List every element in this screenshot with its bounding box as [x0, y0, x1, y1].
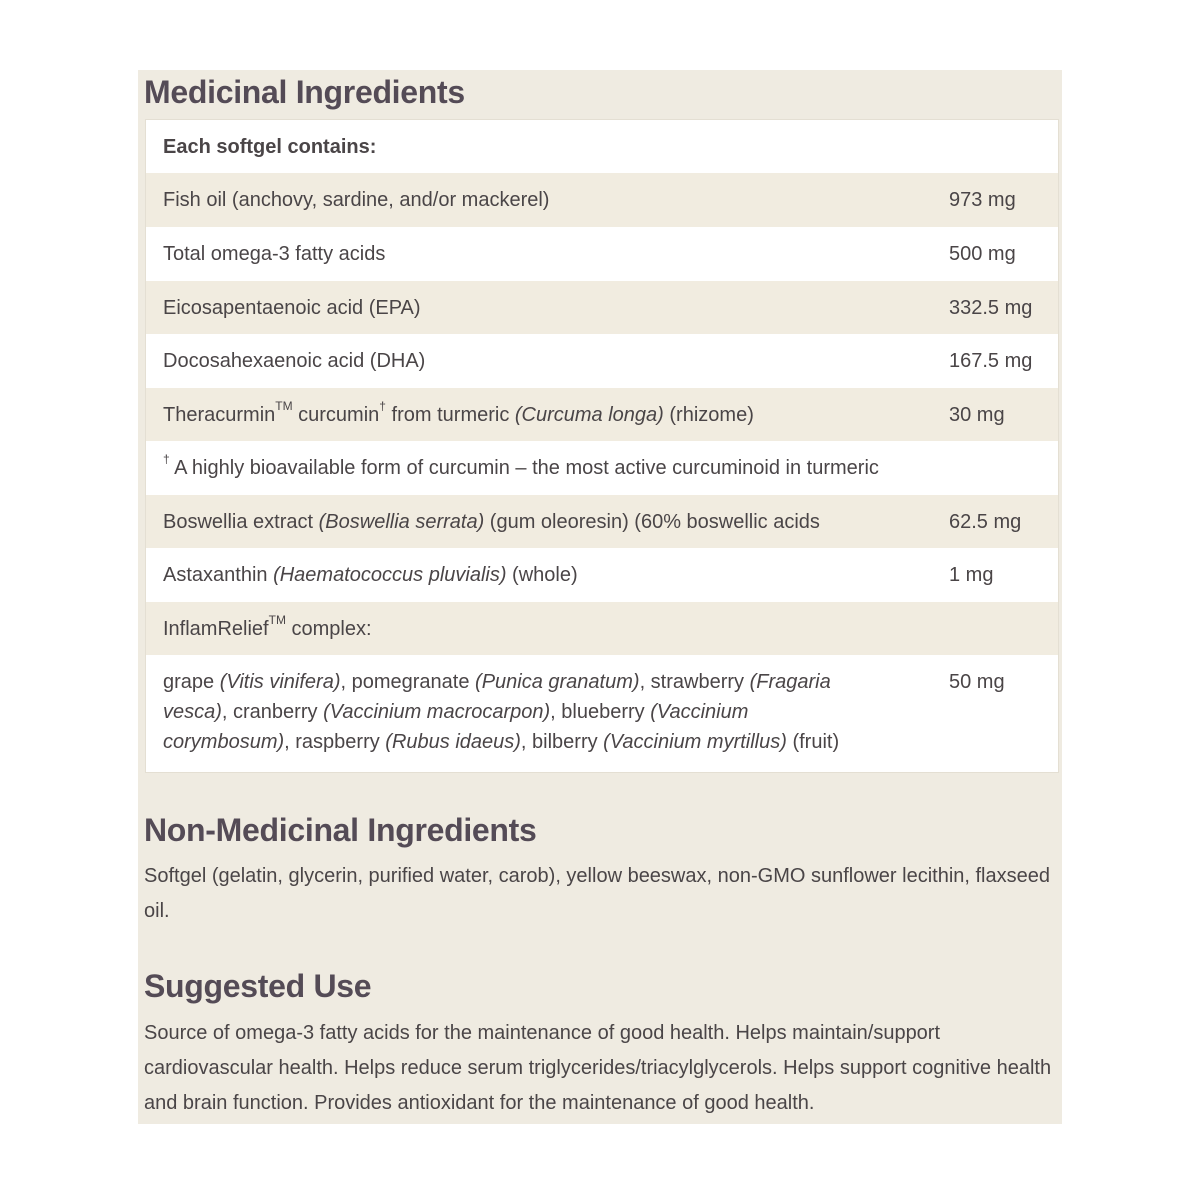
table-row-intro [146, 120, 1058, 173]
label-panel [138, 70, 1062, 1124]
ingredient-amount: 62.5 mg [949, 511, 1022, 533]
medicinal-heading: Medicinal Ingredients [144, 74, 465, 110]
ingredient-name: Theracurmin™ curcumin† from turmeric (Curcuma longa) (rhizome) [163, 399, 754, 426]
ingredient-amount: 332.5 mg [949, 297, 1033, 319]
ingredient-name: Astaxanthin (Haematococcus pluvialis) (whole) [163, 564, 578, 586]
table-row [146, 334, 1058, 388]
table-row [146, 655, 1058, 772]
suggested-use-text: Source of omega-3 fatty acids for the maintenance of good health. Helps maintain/support cardiovascular health. Helps reduce serum triglycerides/triacylglycerols. Helps support cognitive health and brain function. Provides antioxidant for the maintenance of good health. [144, 1022, 1052, 1114]
ingredient-amount: 1 mg [949, 564, 994, 586]
non-medicinal-text: Softgel (gelatin, glycerin, purified water, carob), yellow beeswax, non-GMO sunflower lecithin, flaxseed oil. [144, 865, 1050, 922]
table-row [146, 173, 1058, 227]
ingredient-name: InflamRelief™ complex: [163, 613, 372, 640]
footnote-text: † A highly bioavailable form of curcumin – the most active curcuminoid in turmeric [163, 452, 879, 479]
table-row [146, 227, 1058, 281]
non-medicinal-heading: Non-Medicinal Ingredients [144, 812, 537, 848]
medicinal-table [145, 119, 1059, 773]
ingredient-name: Total omega-3 fatty acids [163, 243, 386, 265]
table-row [146, 281, 1058, 334]
ingredient-name: Boswellia extract (Boswellia serrata) (gum oleoresin) (60% boswellic acids [163, 511, 820, 533]
table-row [146, 388, 1058, 441]
ingredient-amount: 973 mg [949, 189, 1016, 211]
ingredient-amount: 167.5 mg [949, 350, 1033, 372]
ingredient-name: Fish oil (anchovy, sardine, and/or mackerel) [163, 189, 550, 211]
table-row-footnote [146, 441, 1058, 495]
intro-text: Each softgel contains: [163, 136, 377, 158]
ingredient-amount: 30 mg [949, 404, 1005, 426]
ingredient-name: grape (Vitis vinifera), pomegranate (Punica granatum), strawberry (Fragaria vesca), cranberry (Vaccinium macrocarpon), blueberry (Vaccinium corymbosum), raspberry (Rubus idaeus), bilberry (Vaccinium myrtillus) (fruit) [163, 671, 840, 753]
ingredient-name: Eicosapentaenoic acid (EPA) [163, 297, 421, 319]
table-row [146, 495, 1058, 548]
suggested-use-heading: Suggested Use [144, 968, 372, 1004]
table-row [146, 548, 1058, 602]
table-row [146, 602, 1058, 655]
ingredient-amount: 500 mg [949, 243, 1016, 265]
ingredient-amount: 50 mg [949, 671, 1005, 693]
ingredient-name: Docosahexaenoic acid (DHA) [163, 350, 426, 372]
